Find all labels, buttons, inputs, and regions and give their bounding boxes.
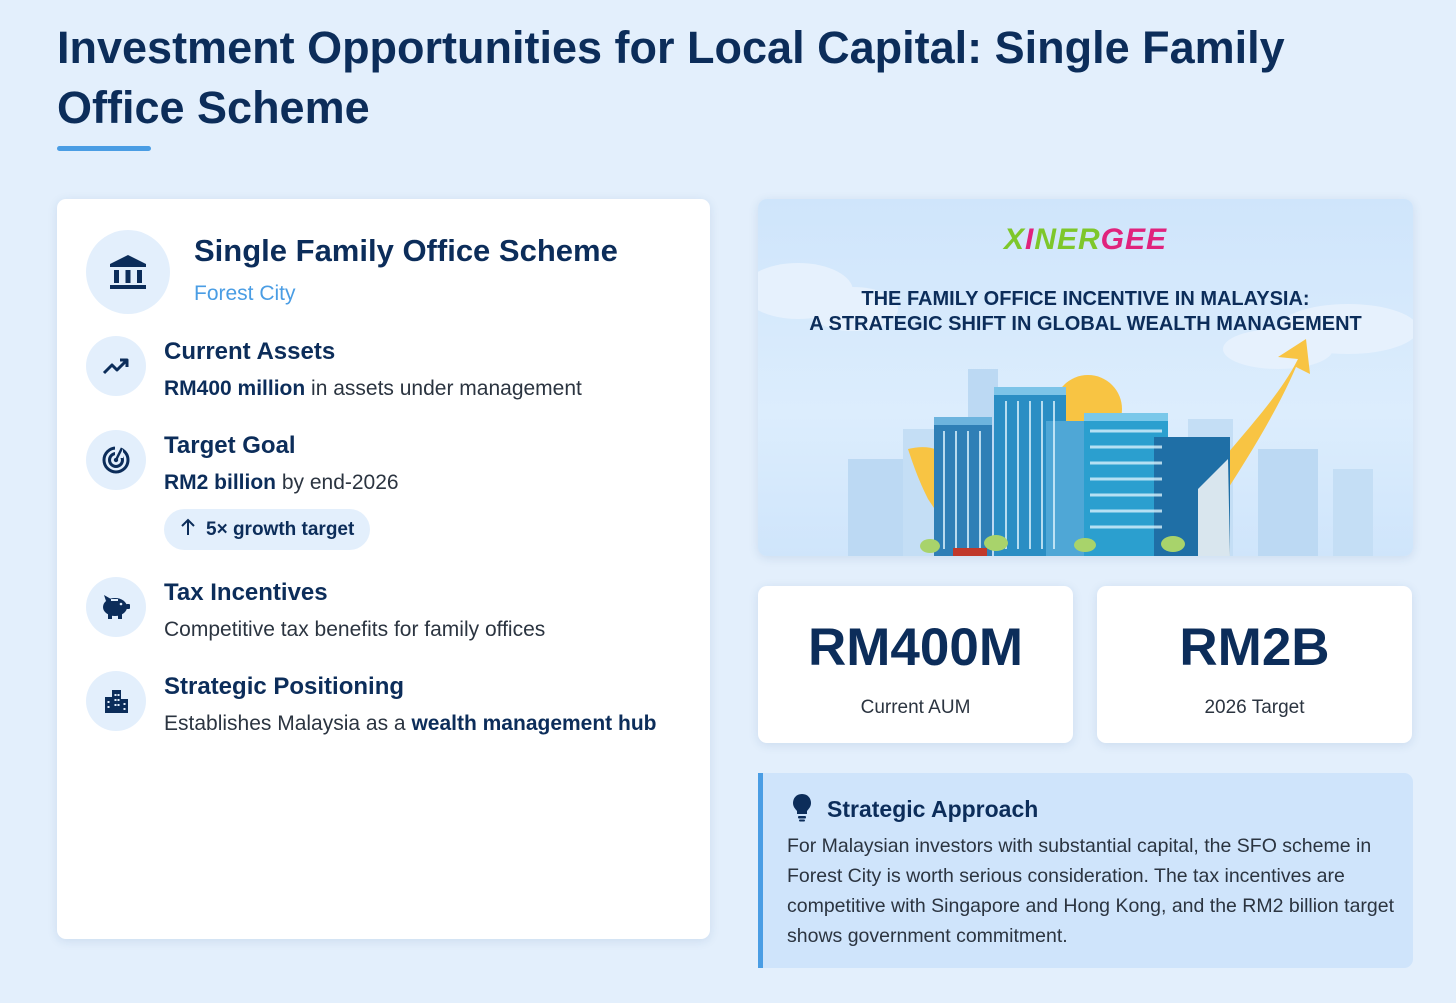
approach-body: For Malaysian investors with substantial capital, the SFO scheme in Forest City is worth serious consideration. The tax incentives are competitive with Singapore and Hong Kong, and the RM2 billion target shows government commitment. bbox=[787, 835, 1395, 947]
feature-description: Competitive tax benefits for family offices bbox=[164, 618, 546, 641]
feature-description bbox=[164, 374, 704, 404]
feature-description bbox=[164, 709, 704, 739]
article-banner-image bbox=[758, 199, 1413, 556]
feature-heading: Strategic Positioning bbox=[164, 673, 405, 700]
bank-icon bbox=[86, 230, 170, 314]
feature-highlight: RM2 billion bbox=[164, 471, 276, 494]
stat-card-target bbox=[1097, 586, 1412, 743]
stat-card-current-aum bbox=[758, 586, 1073, 743]
piggy-bank-icon bbox=[86, 577, 146, 637]
trending-up-icon bbox=[86, 336, 146, 396]
lightbulb-icon bbox=[791, 792, 813, 827]
feature-heading: Target Goal bbox=[164, 432, 296, 459]
banner-headline-line-2: A STRATEGIC SHIFT IN GLOBAL WEALTH MANAGEMENT bbox=[809, 313, 1362, 335]
target-icon bbox=[86, 430, 146, 490]
banner-headline-line-1: THE FAMILY OFFICE INCENTIVE IN MALAYSIA: bbox=[861, 288, 1310, 310]
strategic-approach-callout bbox=[758, 773, 1413, 968]
feature-description bbox=[164, 468, 704, 498]
stat-label: Current AUM bbox=[860, 697, 971, 718]
feature-text: in assets under management bbox=[305, 377, 582, 400]
scheme-location: Forest City bbox=[194, 282, 296, 305]
feature-text: by end-2026 bbox=[276, 471, 399, 494]
growth-target-label: 5× growth target bbox=[206, 518, 355, 540]
feature-heading: Tax Incentives bbox=[164, 579, 328, 606]
feature-highlight: RM400 million bbox=[164, 377, 306, 400]
feature-text: Establishes Malaysia as a bbox=[164, 712, 412, 735]
stat-label: 2026 Target bbox=[1204, 697, 1305, 718]
growth-target-badge bbox=[164, 509, 370, 550]
feature-heading: Current Assets bbox=[164, 338, 336, 365]
scheme-card bbox=[57, 199, 710, 939]
city-icon bbox=[86, 671, 146, 731]
feature-highlight: wealth management hub bbox=[411, 712, 657, 735]
stat-value: RM2B bbox=[1179, 618, 1330, 677]
stat-value: RM400M bbox=[807, 618, 1023, 677]
scheme-title: Single Family Office Scheme bbox=[194, 233, 618, 268]
xinergee-logo: XINERGEE bbox=[1003, 223, 1168, 256]
page-title: Investment Opportunities for Local Capital: Single Family Office Scheme bbox=[57, 22, 1285, 133]
title-underline bbox=[57, 146, 151, 151]
arrow-up-icon bbox=[180, 518, 196, 542]
approach-title: Strategic Approach bbox=[827, 796, 1039, 822]
